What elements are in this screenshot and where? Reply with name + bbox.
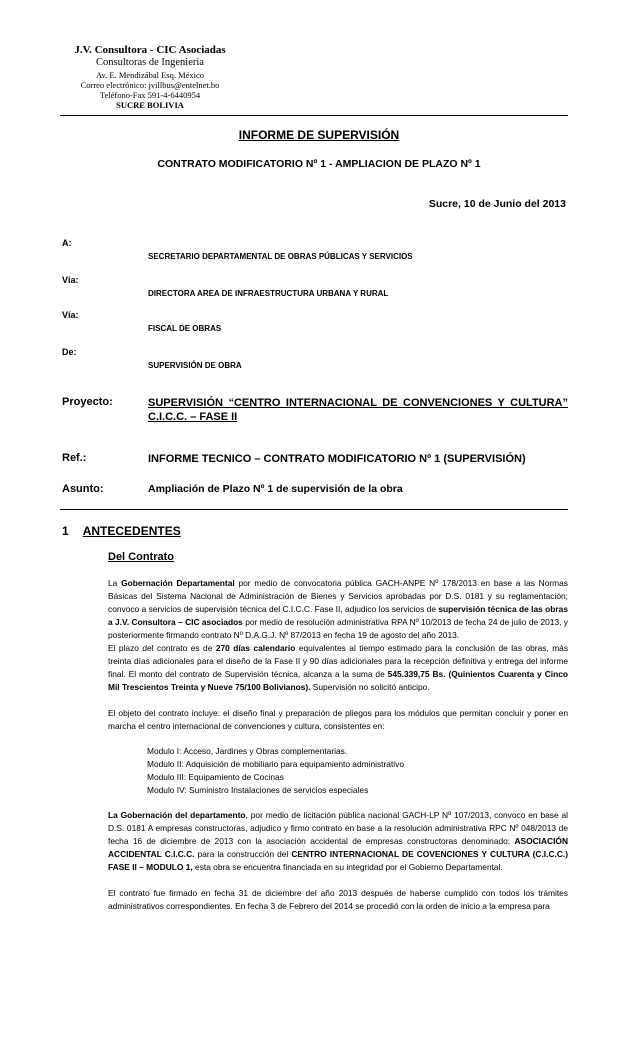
via-value: DIRECTORA AREA DE INFRAESTRUCTURA URBANA Y RURAL — [148, 289, 389, 298]
company-name: J.V. Consultora - CIC Asociadas — [74, 44, 226, 56]
list-item: Modulo IV: Suministro Instalaciones de servicios especiales — [147, 785, 369, 795]
list-item: Modulo II: Adquisición de mobiliario para equipamiento administrativo — [147, 759, 404, 769]
paragraph-object: El objeto del contrato incluye: el diseño final y preparación de pliegos para los módulos que permitan concluir y poner en marcha el centro internacional de convenciones y cultura, consistentes en: — [108, 708, 568, 731]
section-number: 1 — [62, 524, 69, 538]
header-divider — [60, 115, 568, 116]
section-title: ANTECEDENTES — [82, 524, 181, 538]
subject-label: Asunto: — [62, 483, 104, 495]
body-divider — [60, 509, 568, 510]
paragraph-signing: El contrato fue firmado en fecha 31 de diciembre del año 2013 después de haberse cumplido con todos los trámites administrativos correspondientes. En fecha 3 de Febrero del 2014 se procedió con la orden de inicio a la empresa para — [108, 888, 568, 911]
company-city: SUCRE BOLIVIA — [116, 100, 184, 111]
project-value: SUPERVISIÓN “CENTRO INTERNACIONAL DE CONVENCIONES Y CULTURA” C.I.C.C. – FASE II — [148, 397, 568, 424]
subject-value: Ampliación de Plazo Nº 1 de supervisión de la obra — [148, 483, 403, 495]
list-item: Modulo I: Acceso, Jardines y Obras complementarias. — [147, 746, 348, 756]
subsection-title: Del Contrato — [108, 551, 174, 563]
document-date: Sucre, 10 de Junio del 2013 — [428, 198, 566, 210]
document-title: INFORME DE SUPERVISIÓN — [238, 128, 400, 142]
reference-value: INFORME TECNICO – CONTRATO MODIFICATORIO Nº 1 (SUPERVISIÓN) — [148, 453, 526, 465]
reference-label: Ref.: — [62, 452, 87, 464]
company-address: Av. E. Mendizábal Esq. México — [95, 69, 205, 80]
letterhead — [60, 44, 240, 111]
via-label: Vía: — [62, 310, 79, 320]
recipient-label: A: — [62, 238, 72, 248]
module-list — [147, 745, 404, 797]
paragraph-tender: La Gobernación del departamento, por medio de licitación pública nacional GACH-LP Nº 107/2013, convoco en base al D.S. 0181 A empresas constructoras, adjudico y firmo contrato en base a la resolución administrativa RPC Nº 048/2013 de fecha 16 de diciembre de 2013 con la asociación accidental de empresas constructoras denominado: ASOCIACIÓN ACCIDENTAL C.I.C.C. para la construcción del CENTRO INTERNACIONAL DE COVENCIONES Y CULTURA (C.I.C.C.) FASE II – MODULO 1, esta obra se encuentra financiada en su integridad por el Gobierno Departamental. — [108, 810, 569, 872]
company-tagline: Consultoras de Ingeniería — [96, 57, 204, 69]
paragraph-contract: La Gobernación Departamental por medio de convocatoria pública GACH-ANPE Nº 178/2013 en base a las Normas Básicas del Sistema Nacional de Administración de Bienes y Servicios aprobadas por D.S. 0181 y su reglamentación; convoco a servicios de supervisión técnica del C.I.C.C. Fase II, adjudico los servicios de supervisión técnica de las obras a J.V. Consultora – CIC asociados por medio de resolución administrativa RPA Nº 10/2013 de fecha 24 de julio de 2013, y posteriormente firmando contrato Nº D.A.G.J. Nº 87/2013 en fecha 19 de agosto del año 2013. — [108, 578, 568, 640]
project-label: Proyecto: — [62, 396, 113, 408]
via-label: Vía: — [62, 275, 79, 285]
document-subtitle: CONTRATO MODIFICATORIO Nº 1 - AMPLIACION DE PLAZO Nº 1 — [157, 158, 481, 170]
sender-label: De: — [62, 347, 77, 357]
via-value: FISCAL DE OBRAS — [148, 324, 222, 333]
paragraph-term: El plazo del contrato es de 270 días calendario equivalentes al tiempo estimado para la conclusión de las obras, más treinta días adicionales para el diseño de la Fase II y 90 días adicionales para la recepción definitiva y entrega del informe final. El monto del contrato de Supervisión técnica, alcanza a la suma de 545.339,75 Bs. (Quinientos Cuarenta y Cinco Mil Trescientos Treinta y Nueve 75/100 Bolivianos). Supervisión no solicitó anticipo. — [108, 643, 569, 692]
company-phone: Teléfono-Fax 591-4-6440954 — [99, 90, 201, 101]
list-item: Modulo III: Equipamiento de Cocinas — [147, 772, 284, 782]
company-email: Correo electrónico: jvillbus@entelnet.bo — [80, 79, 220, 90]
recipient-value: SECRETARIO DEPARTAMENTAL DE OBRAS PÚBLICAS Y SERVICIOS — [148, 252, 413, 261]
section-heading — [62, 524, 181, 538]
sender-value: SUPERVISIÓN DE OBRA — [148, 361, 242, 370]
